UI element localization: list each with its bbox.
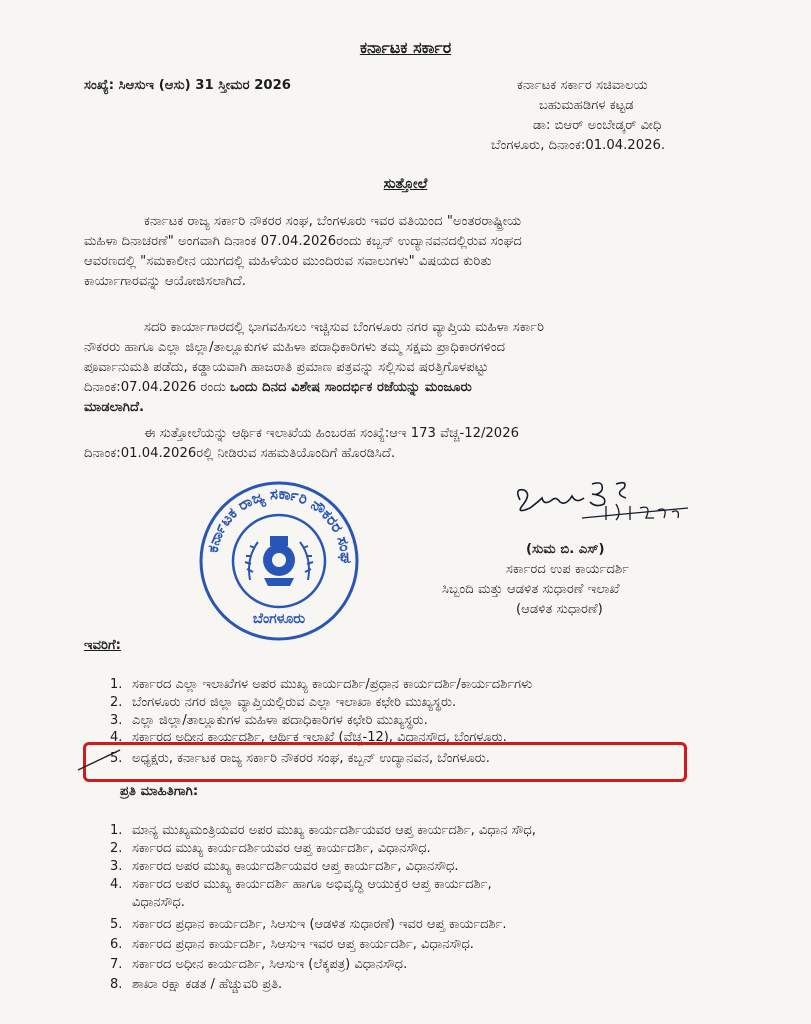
highlight-box	[83, 742, 687, 782]
signatory-name: (ಸುಮ ಬಿ. ಎಸ್)	[526, 542, 605, 557]
seal-ring-text: ಕರ್ನಾಟಕ ರಾಜ್ಯ ಸರ್ಕಾರಿ ನೌಕರರ ಸಂಘ	[203, 484, 356, 564]
list-item: 4. ಸರ್ಕಾರದ ಅಪರ ಮುಖ್ಯ ಕಾರ್ಯದರ್ಶಿ ಹಾಗೂ ಅಭಿವೃದ್ಧಿ ಆಯುಕ್ತರ ಆಪ್ತ ಕಾರ್ಯದರ್ಶಿ,	[110, 877, 492, 892]
reference-number: ಸಂಖ್ಯೆ: ಸಿಆಸುಇ (ಆಸು) 31 ಸ್ತೀಮರ 2026	[84, 78, 291, 93]
list-item: 8. ಶಾಖಾ ರಕ್ಷಾ ಕಡತ / ಹೆಚ್ಚುವರಿ ಪ್ರತಿ.	[110, 977, 283, 992]
document-title: ಕರ್ನಾಟಕ ಸರ್ಕಾರ	[359, 38, 452, 57]
address-date: ಬೆಂಗಳೂರು, ದಿನಾಂಕ:01.04.2026.	[491, 138, 666, 153]
to-heading: ಇವರಿಗೆ:	[84, 638, 121, 653]
list-item: 2. ಬೆಂಗಳೂರು ನಗರ ಜಿಲ್ಲಾ ವ್ಯಾಪ್ತಿಯಲ್ಲಿರುವ ಎಲ್ಲಾ ಇಲಾಖಾ ಕಛೇರಿ ಮುಖ್ಯಸ್ಥರು.	[110, 695, 457, 710]
handwritten-signature	[512, 478, 692, 528]
paragraph-2	[84, 318, 714, 418]
paragraph-1	[84, 212, 714, 292]
paragraph-line: ಪೂರ್ವಾನುಮತಿ ಪಡೆದು, ಕಡ್ಡಾಯವಾಗಿ ಹಾಜರಾತಿ ಪ್ರಮಾಣ ಪತ್ರವನ್ನು ಸಲ್ಲಿಸುವ ಷರತ್ತಿಗೊಳಪಟ್ಟು	[84, 360, 489, 375]
list-item: 4. ಸರ್ಕಾರದ ಅಧೀನ ಕಾರ್ಯದರ್ಶಿ, ಆರ್ಥಿಕ ಇಲಾಖೆ (ವೆಚ್ಚ-12), ವಿಧಾನಸೌಧ, ಬೆಂಗಳೂರು.	[110, 730, 507, 745]
paragraph-line: ಮಾಡಲಾಗಿದೆ.	[84, 400, 145, 415]
paragraph-line: ನೌಕರರು ಹಾಗೂ ಎಲ್ಲಾ ಜಿಲ್ಲಾ/ತಾಲ್ಲೂಕುಗಳ ಮಹಿಳಾ ಪದಾಧಿಕಾರಿಗಳು ತಮ್ಮ ಸಕ್ಷಮ ಪ್ರಾಧಿಕಾರಗಳಿಂದ	[84, 340, 506, 355]
special-leave-text: ಒಂದು ದಿನದ ವಿಶೇಷ ಸಾಂದರ್ಭಿಕ ರಜೆಯನ್ನು ಮಂಜೂರು	[230, 380, 472, 395]
copy-heading: ಪ್ರತಿ ಮಾಹಿತಿಗಾಗಿ:	[120, 784, 199, 799]
paragraph-line: ಕಾರ್ಯಾಗಾರವನ್ನು ಆಯೋಜಿಸಲಾಗಿದೆ.	[84, 274, 246, 289]
association-seal	[198, 480, 360, 642]
list-item: 7. ಸರ್ಕಾರದ ಅಧೀನ ಕಾರ್ಯದರ್ಶಿ, ಸಿಆಸುಇ (ಲೆಕ್ಕಪತ್ರ) ವಿಧಾನಸೌಧ.	[110, 957, 408, 972]
list-item: 1. ಮಾನ್ಯ ಮುಖ್ಯಮಂತ್ರಿಯವರ ಅಪರ ಮುಖ್ಯ ಕಾರ್ಯದರ್ಶಿಯವರ ಆಪ್ತ ಕಾರ್ಯದರ್ಶಿ, ವಿಧಾನ ಸೌಧ,	[110, 823, 536, 838]
circular-heading: ಸುತ್ತೋಲೆ	[383, 176, 428, 192]
list-item: 3. ಸರ್ಕಾರದ ಅಪರ ಮುಖ್ಯ ಕಾರ್ಯದರ್ಶಿಯವರ ಆಪ್ತ ಕಾರ್ಯದರ್ಶಿ, ವಿಧಾನಸೌಧ.	[110, 859, 459, 874]
list-item: 2. ಸರ್ಕಾರದ ಮುಖ್ಯ ಕಾರ್ಯದರ್ಶಿಯವರ ಆಪ್ತ ಕಾರ್ಯದರ್ಶಿ, ವಿಧಾನಸೌಧ.	[110, 841, 431, 856]
address-line: ಕರ್ನಾಟಕ ಸರ್ಕಾರ ಸಚಿವಾಲಯ	[517, 78, 648, 93]
list-item: ವಿಧಾನಸೌಧ.	[132, 895, 185, 910]
paragraph-line: ಈ ಸುತ್ತೋಲೆಯನ್ನು ಆರ್ಥಿಕ ಇಲಾಖೆಯ ಹಿಂಬರಹ ಸಂಖ್ಯೆ:ಆಇ 173 ವೆಚ್ಚ-12/2026	[144, 426, 519, 441]
leave-date-text: ದಿನಾಂಕ:07.04.2026 ರಂದು	[84, 380, 226, 395]
paragraph-line: ಕರ್ನಾಟಕ ರಾಜ್ಯ ಸರ್ಕಾರಿ ನೌಕರರ ಸಂಘ, ಬೆಂಗಳೂರು ಇವರ ವತಿಯಿಂದ "ಅಂತರರಾಷ್ಟ್ರೀಯ	[144, 214, 522, 229]
list-item: 5. ಸರ್ಕಾರದ ಪ್ರಧಾನ ಕಾರ್ಯದರ್ಶಿ, ಸಿಆಸುಇ (ಆಡಳಿತ ಸುಧಾರಣೆ) ಇವರ ಆಪ್ತ ಕಾರ್ಯದರ್ಶಿ.	[110, 917, 507, 932]
paragraph-line: ದಿನಾಂಕ:01.04.2026ರಲ್ಲಿ ನೀಡಿರುವ ಸಹಮತಿಯೊಂದಿಗೆ ಹೊರಡಿಸಿದೆ.	[84, 446, 396, 461]
paragraph-line: ಸದರಿ ಕಾರ್ಯಾಗಾರದಲ್ಲಿ ಭಾಗವಹಿಸಲು ಇಚ್ಚಿಸುವ ಬೆಂಗಳೂರು ನಗರ ವ್ಯಾಪ್ತಿಯ ಮಹಿಳಾ ಸರ್ಕಾರಿ	[144, 320, 545, 335]
list-item: 3. ಎಲ್ಲಾ ಜಿಲ್ಲಾ/ತಾಲ್ಲೂಕುಗಳ ಮಹಿಳಾ ಪದಾಧಿಕಾರಿಗಳ ಕಛೇರಿ ಮುಖ್ಯಸ್ಥರು.	[110, 713, 428, 728]
seal-city-text: ಬೆಂಗಳೂರು	[252, 611, 306, 627]
address-line: ಡಾ: ಬಿಆರ್ ಅಂಬೇಡ್ಕರ್ ವೀಧಿ	[533, 118, 662, 133]
pen-mark	[74, 744, 124, 774]
signatory-designation: ಸರ್ಕಾರದ ಉಪ ಕಾರ್ಯದರ್ಶಿ	[506, 562, 630, 577]
signatory-section: (ಆಡಳಿತ ಸುಧಾರಣೆ)	[516, 602, 603, 617]
paragraph-line: ಆವರಣದಲ್ಲಿ "ಸಮಕಾಲೀನ ಯುಗದಲ್ಲಿ ಮಹಿಳೆಯರ ಮುಂದಿರುವ ಸವಾಲುಗಳು" ವಿಷಯದ ಕುರಿತು	[84, 254, 492, 269]
list-item: 6. ಸರ್ಕಾರದ ಪ್ರಧಾನ ಕಾರ್ಯದರ್ಶಿ, ಸಿಆಸುಇ ಇವರ ಆಪ್ತ ಕಾರ್ಯದರ್ಶಿ, ವಿಧಾನಸೌಧ.	[110, 937, 474, 952]
paragraph-line	[84, 378, 714, 398]
address-line: ಬಹುಮಹಡಿಗಳ ಕಟ್ಟಡ	[539, 98, 634, 113]
highlighted-list-item: 5. ಅಧ್ಯಕ್ಷರು, ಕರ್ನಾಟಕ ರಾಜ್ಯ ಸರ್ಕಾರಿ ನೌಕರರ ಸಂಘ, ಕಬ್ಬನ್ ಉದ್ಯಾನವನ, ಬೆಂಗಳೂರು.	[110, 751, 490, 766]
list-item: 1. ಸರ್ಕಾರದ ಎಲ್ಲಾ ಇಲಾಖೆಗಳ ಅಪರ ಮುಖ್ಯ ಕಾರ್ಯದರ್ಶಿ/ಪ್ರಧಾನ ಕಾರ್ಯದರ್ಶಿ/ಕಾರ್ಯದರ್ಶಿಗಳು	[110, 677, 533, 692]
paragraph-line: ಮಹಿಳಾ ದಿನಾಚರಣೆ" ಅಂಗವಾಗಿ ದಿನಾಂಕ 07.04.2026ರಂದು ಕಬ್ಬನ್ ಉದ್ಯಾನವನದಲ್ಲಿರುವ ಸಂಘದ	[84, 234, 522, 249]
paragraph-3	[84, 424, 714, 464]
signatory-department: ಸಿಬ್ಬಂದಿ ಮತ್ತು ಆಡಳಿತ ಸುಧಾರಣೆ ಇಲಾಖೆ	[442, 582, 620, 597]
